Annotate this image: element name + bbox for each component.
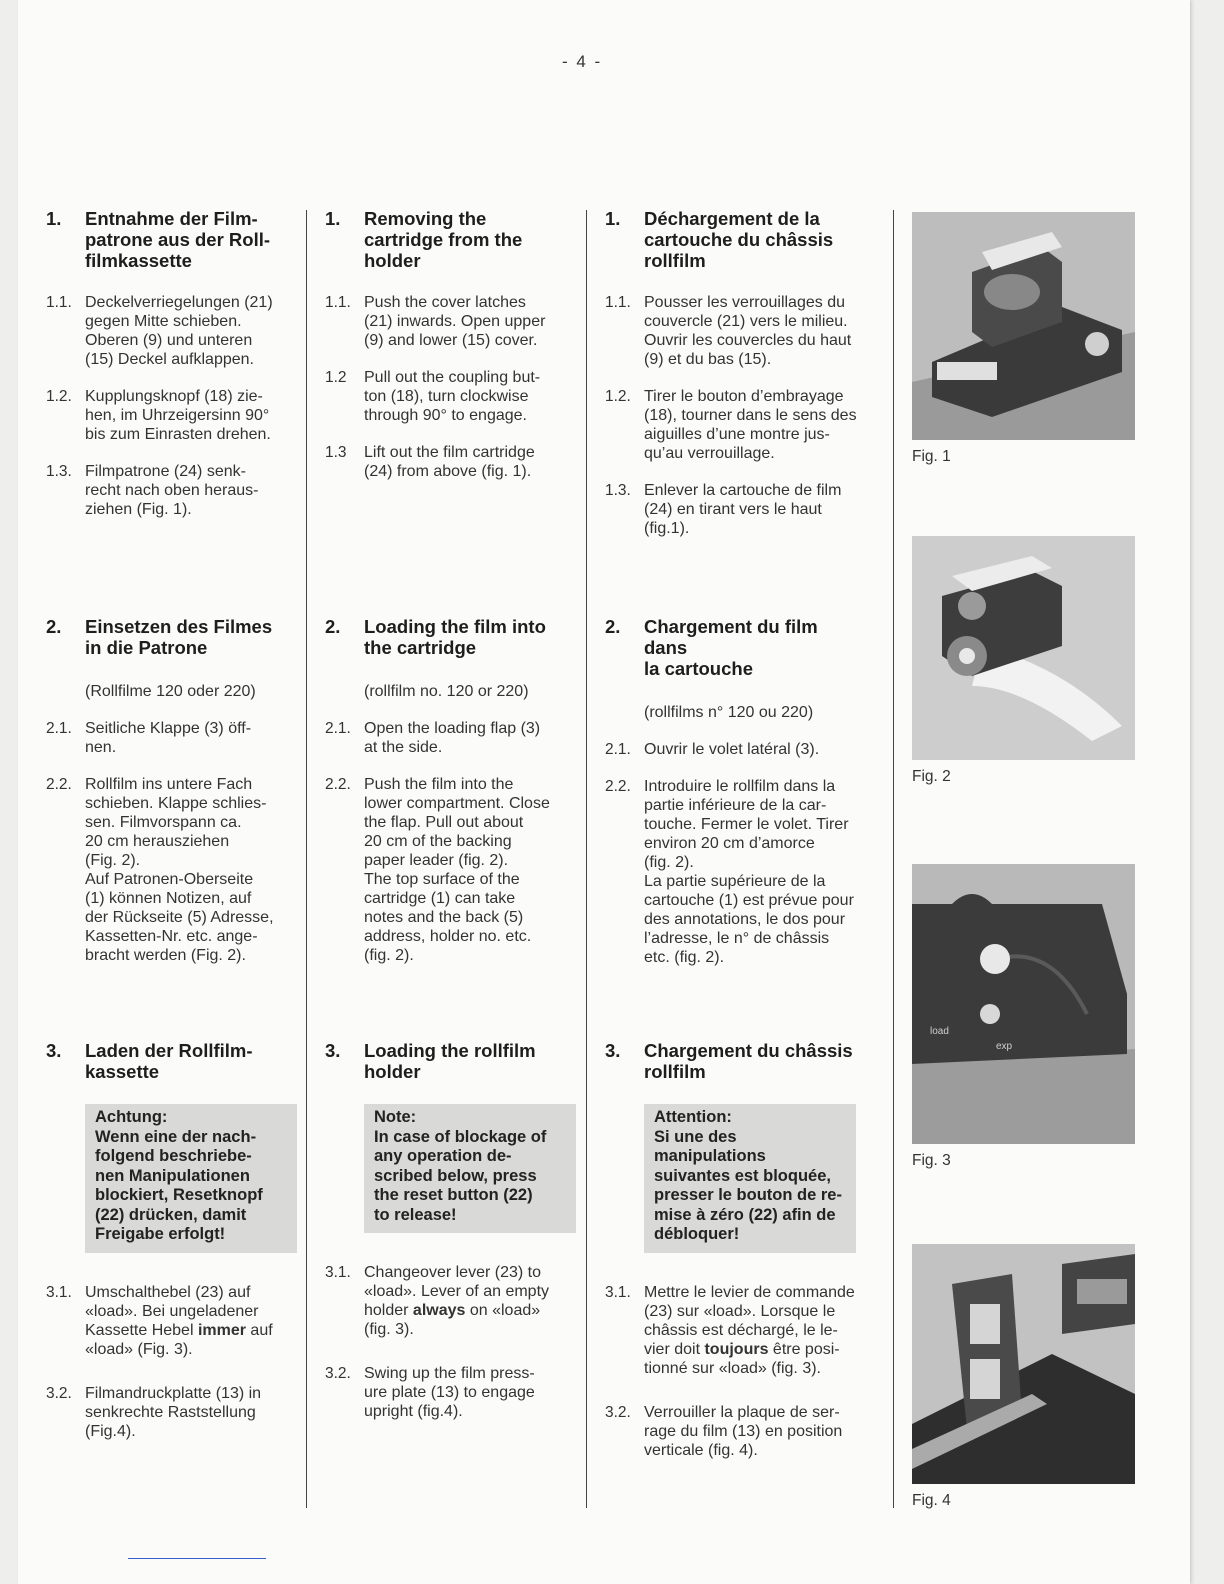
step-item (46, 387, 301, 444)
warning-box: Achtung: Wenn eine der nach- folgend beschriebe- nen Manipulationen blockiert, Resetknopf (22) drücken, damit Freigabe erfolgt! (85, 1104, 297, 1253)
figure-2 (912, 536, 1135, 786)
section-removing-cartridge (325, 208, 580, 481)
section-heading (605, 208, 860, 271)
figure-caption: Fig. 4 (912, 1492, 951, 1509)
step-number: 1.2. (46, 388, 72, 405)
step-item (325, 1263, 580, 1339)
step-text: Deckelverriegelungen (21) gegen Mitte schieben. Oberen (9) und unteren (15) Deckel aufklappen. (85, 294, 273, 368)
section-title: Déchargement de la cartouche du châssis rollfilm (644, 208, 834, 271)
section-number: 3. (605, 1040, 621, 1061)
step-item (605, 777, 860, 967)
section-loading-film (325, 616, 580, 965)
step-item (605, 740, 860, 759)
lever-label-exp: exp (996, 1041, 1013, 1052)
step-number: 2.2. (605, 778, 631, 795)
step-item (46, 1283, 301, 1359)
section-heading (46, 208, 301, 271)
step-number: 2.1. (46, 720, 72, 737)
step-item (46, 293, 301, 369)
photo-pressure-plate (912, 1244, 1135, 1484)
section-title: Removing the cartridge from the holder (364, 208, 523, 271)
step-text: Rollfilm ins untere Fach schieben. Klappe schlies- sen. Filmvorspann ca. 20 cm herausziehen (Fig. 2). Auf Patronen-Oberseite (1) können Notizen, auf der Rückseite (5) Adresse, Kassetten-Nr. etc. ange- bracht werden (Fig. 2). (85, 776, 274, 964)
step-number: 3.1. (46, 1283, 72, 1301)
step-number: 1.3. (605, 482, 631, 499)
step-item (325, 775, 580, 965)
section-loading-holder (46, 1040, 301, 1441)
film-type-note: (rollfilm no. 120 or 220) (364, 683, 529, 700)
emphasis-text: always (412, 1302, 466, 1319)
step-number: 3.1. (605, 1283, 631, 1301)
section-heading (605, 616, 860, 679)
section-loading-film (46, 616, 301, 965)
step-number: 1.3. (46, 463, 72, 480)
section-loading-holder (325, 1040, 580, 1421)
column-divider (586, 210, 587, 1508)
step-text: Ouvrir le volet latéral (3). (644, 741, 820, 758)
step-text-part: on «load» (fig. 3). (364, 1302, 541, 1338)
figure-caption: Fig. 3 (912, 1152, 951, 1169)
step-item (325, 443, 580, 481)
step-item (605, 1283, 860, 1378)
step-item (605, 293, 860, 369)
step-item (325, 1364, 580, 1421)
step-text: Filmpatrone (24) senk- recht nach oben heraus- ziehen (Fig. 1). (85, 463, 259, 518)
step-text: Push the cover latches (21) inwards. Open upper (9) and lower (15) cover. (364, 294, 546, 349)
section-title: Einsetzen des Filmes in die Patrone (85, 616, 273, 658)
section-number: 1. (46, 208, 62, 229)
step-item (605, 481, 860, 538)
figure-caption: Fig. 1 (912, 448, 951, 465)
step-item (46, 719, 301, 757)
step-item (605, 387, 860, 463)
section-number: 2. (46, 616, 62, 637)
step-text (85, 1283, 301, 1359)
emphasis-text: immer (197, 1321, 246, 1339)
step-number: 3.2. (46, 1384, 72, 1402)
lever-label-load: load (930, 1026, 949, 1037)
step-text-part: Changeover lever (23) to «load». Lever of an empty holder (364, 1264, 550, 1319)
step-text: Open the loading flap (3) at the side. (364, 720, 541, 756)
step-text: Tirer le bouton d’embrayage (18), tourner dans le sens des aiguilles d’une montre jus- qu’au verrouillage. (644, 388, 857, 462)
step-text: Enlever la cartouche de film (24) en tirant vers le haut (fig.1). (644, 482, 842, 537)
section-title: Chargement du châssis rollfilm (644, 1040, 853, 1082)
section-title: Laden der Rollfilm- kassette (85, 1040, 253, 1082)
section-loading-holder (605, 1040, 860, 1460)
step-text: Filmandruckplatte (13) in senkrechte Raststellung (Fig.4). (85, 1384, 262, 1440)
photo-holder-side (912, 864, 1135, 1144)
section-number: 3. (46, 1040, 62, 1061)
warning-box: Note: In case of blockage of any operation de- scribed below, press the reset button (22) to release! (364, 1104, 576, 1233)
step-number: 2.2. (46, 776, 72, 793)
section-removing-cartridge (46, 208, 301, 519)
section-number: 1. (605, 208, 621, 229)
column-divider (893, 210, 894, 1508)
footer-rule (128, 1558, 266, 1559)
step-text: Seitliche Klappe (3) öff- nen. (85, 720, 252, 756)
step-text: Swing up the film press- ure plate (13) to engage upright (fig.4). (364, 1365, 535, 1420)
section-number: 1. (325, 208, 341, 229)
step-number: 1.2 (325, 369, 347, 386)
step-item (46, 462, 301, 519)
page-number: - 4 - (562, 52, 603, 71)
step-number: 1.1. (605, 294, 631, 311)
section-loading-film (605, 616, 860, 967)
step-number: 3.2. (605, 1403, 631, 1421)
section-title: Loading the film into the cartridge (364, 616, 546, 658)
section-heading (605, 1040, 860, 1082)
step-text: Verrouiller la plaque de ser- rage du film (13) en position verticale (fig. 4). (644, 1403, 843, 1459)
step-text-part: être posi- tionné sur «load» (fig. 3). (644, 1340, 840, 1377)
section-title: Entnahme der Film- patrone aus der Roll- filmkassette (85, 208, 271, 271)
photo-cartridge-film (912, 536, 1135, 760)
film-type-note: (rollfilms n° 120 ou 220) (644, 704, 814, 721)
section-number: 3. (325, 1040, 341, 1061)
section-title: Loading the rollfilm holder (364, 1040, 536, 1082)
section-number: 2. (325, 616, 341, 637)
step-number: 2.1. (605, 741, 631, 758)
step-text: Pousser les verrouillages du couvercle (21) vers le milieu. Ouvrir les couvercles du haut (9) et du bas (15). (644, 294, 852, 368)
step-text-part: auf «load» (Fig. 3). (85, 1321, 273, 1358)
section-heading (325, 1040, 580, 1082)
step-number: 2.1. (325, 720, 351, 737)
step-text-part: Umschalthebel (23) auf «load». Bei ungeladener Kassette Hebel (85, 1283, 259, 1339)
step-number: 1.2. (605, 388, 631, 405)
photo-holder-open (912, 212, 1135, 440)
figure-caption: Fig. 2 (912, 768, 951, 785)
step-item (325, 368, 580, 425)
step-text: Kupplungsknopf (18) zie- hen, im Uhrzeigersinn 90° bis zum Einrasten drehen. (85, 388, 271, 443)
section-heading (46, 616, 301, 658)
figure-4 (912, 1244, 1135, 1510)
figure-3 (912, 864, 1135, 1170)
step-text: Introduire le rollfilm dans la partie inférieure de la car- touche. Fermer le volet. Tirer environ 20 cm d’amorce (fig. 2). La partie supérieure de la cartouche (1) est prévue pour des annotations, le dos pour l’adresse, le n° de châssis etc. (fig. 2). (644, 778, 854, 966)
figure-1 (912, 212, 1135, 466)
step-item (325, 719, 580, 757)
step-number: 1.1. (325, 294, 351, 311)
step-number: 1.1. (46, 294, 72, 311)
step-text-part: Mettre le levier de commande (23) sur «load». Lorsque le châssis est déchargé, le le- vier doit (644, 1283, 855, 1358)
section-removing-cartridge (605, 208, 860, 538)
step-item (46, 1384, 301, 1441)
step-text: Pull out the coupling but- ton (18), turn clockwise through 90° to engage. (364, 369, 541, 424)
step-item (325, 293, 580, 350)
step-item (605, 1403, 860, 1460)
column-divider (306, 210, 307, 1508)
warning-box: Attention: Si une des manipulations suivantes est bloquée, presser le bouton de re- mise à zéro (22) afin de débloquer! (644, 1104, 856, 1253)
section-heading (325, 616, 580, 658)
step-text (364, 1263, 580, 1339)
step-number: 3.1. (325, 1264, 351, 1281)
section-heading (46, 1040, 301, 1082)
step-text: Lift out the film cartridge (24) from above (fig. 1). (364, 444, 535, 480)
step-number: 2.2. (325, 776, 351, 793)
step-number: 3.2. (325, 1365, 351, 1382)
film-type-note: (Rollfilme 120 oder 220) (85, 683, 256, 700)
step-text: Push the film into the lower compartment. Close the flap. Pull out about 20 cm of the backing paper leader (fig. 2). The top surface of the cartridge (1) can take notes and the back (5) address, holder no. etc. (fig. 2). (364, 776, 550, 964)
step-item (46, 775, 301, 965)
section-title: Chargement du film dans la cartouche (644, 616, 818, 679)
section-heading (325, 208, 580, 271)
bleed-through-text (880, 162, 1170, 190)
step-text (644, 1283, 860, 1378)
emphasis-text: toujours (704, 1340, 769, 1358)
step-number: 1.3 (325, 444, 347, 461)
section-number: 2. (605, 616, 621, 637)
